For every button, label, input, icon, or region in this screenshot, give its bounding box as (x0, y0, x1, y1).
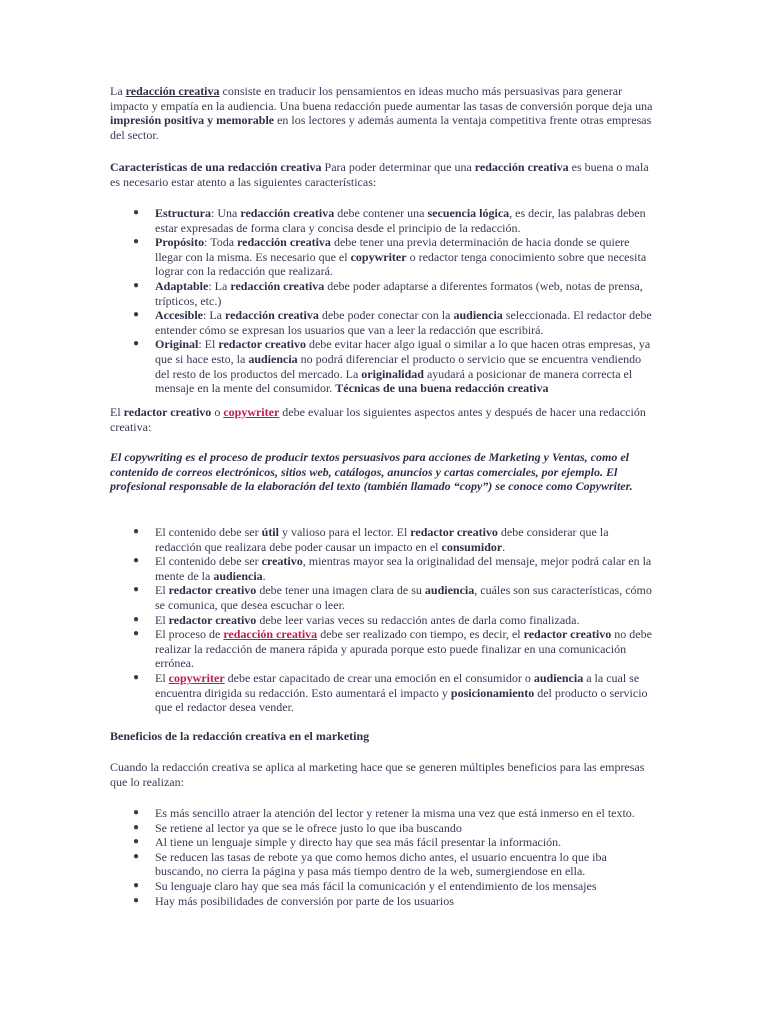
list-item (110, 613, 658, 628)
item-term: útil (261, 525, 279, 539)
item-text: Es más sencillo atraer la atención del lector y retener la misma una vez que está inmerso en el texto. (155, 806, 635, 820)
item-text: debe ser realizado con tiempo, es decir, el (317, 627, 524, 642)
item-text: seleccionada. El redactor debe entender cómo se expresan los usuarios que van a leer la redacción que escribirá. (155, 308, 652, 337)
item-term: redactor creativo (168, 612, 257, 627)
copywriter-link[interactable]: copywriter (223, 405, 280, 419)
list-item (110, 671, 658, 715)
item-term: Original (155, 337, 199, 352)
bullet-icon: ● (132, 628, 140, 640)
item-text: Al tiene un lenguaje simple y directo hay que sea más fácil presentar la información. (155, 835, 562, 850)
redactor-paragraph (110, 405, 658, 434)
item-text: . (262, 568, 266, 583)
item-text: no debe realizar la redacción de manera rápida y apurada porque esto puede finalizar en una comunicación errónea. (155, 627, 652, 671)
redactor-term: redactor creativo (123, 405, 212, 419)
item-text: debe tener una previa determinación de hacia donde se quiere llegar con la misma. Es necesario que el (155, 235, 630, 264)
item-text: : La (202, 308, 225, 323)
item-text: : Toda (204, 235, 238, 250)
bullet-icon: ● (132, 555, 140, 567)
list-item-adaptable (110, 279, 658, 308)
item-text: El (155, 612, 169, 627)
bullet-icon: ● (132, 821, 140, 833)
item-text: debe estar capacitado de crear una emoción en el consumidor o (224, 670, 534, 685)
item-term: redactor creativo (168, 583, 257, 598)
item-text: ayudará a posicionar de manera correcta el mensaje en la mente del consumidor. (155, 366, 633, 396)
item-text: debe leer varias veces su redacción antes de darla como finalizada. (256, 612, 580, 627)
item-text: : La (208, 278, 231, 293)
item-text: Se retiene al lector ya que se le ofrece justo lo que iba buscando (155, 820, 462, 835)
item-term: originalidad (361, 366, 424, 381)
list-item (110, 583, 658, 612)
item-term: redacción creativa (237, 235, 331, 250)
bullet-icon: ● (132, 309, 140, 321)
intro-text: en los lectores y además aumenta la ventaja competitiva frente otras empresas del sector. (110, 113, 652, 142)
item-text: debe contener una (334, 206, 428, 220)
intro-term: redacción creativa (125, 84, 220, 98)
caracteristicas-paragraph (110, 160, 658, 189)
list-item-accesible (110, 308, 658, 337)
bullet-icon: ● (132, 879, 140, 891)
item-term: Propósito (155, 235, 205, 250)
redaccion-creativa-link[interactable]: redacción creativa (223, 627, 318, 642)
item-term: redactor creativo (523, 627, 612, 642)
item-term: audiencia (213, 568, 263, 583)
item-term: redacción creativa (230, 278, 325, 293)
item-text: debe evitar hacer algo igual o similar a lo que hacen otras empresas, ya que si hace esto, la (155, 337, 651, 366)
item-text: , es decir, las palabras deben estar expresadas de forma clara y concisa desde el principio de la redacción. (155, 206, 646, 235)
item-text: El contenido debe ser (155, 525, 262, 539)
caracteristicas-term: redacción creativa (474, 160, 569, 174)
list-item (110, 835, 658, 850)
bullet-icon: ● (132, 584, 140, 596)
bullet-icon: ● (132, 613, 140, 625)
list-item (110, 879, 658, 894)
item-text: , mientras mayor sea la originalidad del mensaje, mejor podrá calar en la mente de la (155, 554, 652, 583)
item-term: copywriter (350, 249, 407, 264)
list-item (110, 627, 658, 671)
list-item (110, 850, 658, 879)
item-text: Su lenguaje claro hay que sea más fácil la comunicación y el entendimiento de los mensajes (155, 878, 597, 893)
beneficios-list (110, 806, 658, 908)
item-term: Accesible (155, 308, 203, 323)
bullet-icon: ● (132, 671, 140, 683)
copywriter-link[interactable]: copywriter (168, 670, 225, 685)
item-term: posicionamiento (450, 685, 535, 700)
redactor-text: El (110, 405, 124, 419)
item-term: secuencia lógica (427, 206, 510, 220)
item-text: y valioso para el lector. El (278, 525, 411, 539)
item-term: redactor creativo (410, 525, 498, 539)
item-text: : Una (211, 206, 241, 220)
bullet-icon: ● (132, 207, 140, 218)
section-heading-tecnicas: Técnicas de una buena redacción creativa (335, 381, 549, 396)
redactor-text: debe evaluar los siguientes aspectos antes y después de hacer una redacción creativa: (110, 405, 646, 434)
beneficios-intro: Cuando la redacción creativa se aplica al marketing hace que se generen múltiples beneficios para las empresas que lo realizan: (110, 760, 645, 789)
item-term: redacción creativa (224, 308, 319, 323)
list-item (110, 894, 658, 909)
item-term: audiencia (424, 583, 475, 598)
copywriting-definition: El copywriting es el proceso de producir textos persuasivos para acciones de Marketing y Ventas, como el contenido de correos electrónicos, sitios web, catálogos, anuncios y cartas comerciales, por ejemplo. El profesional responsable de la elaboración del texto (también llamado “copy”) se conoce como Copywriter. (110, 450, 633, 494)
item-text: El (155, 670, 169, 685)
beneficios-heading: Beneficios de la redacción creativa en el marketing (110, 729, 370, 743)
list-item (110, 821, 658, 836)
item-text: debe tener una imagen clara de su (256, 583, 425, 598)
list-item (110, 525, 658, 554)
bullet-icon: ● (132, 338, 140, 350)
aspectos-list (110, 525, 658, 715)
item-term: redactor creativo (218, 337, 306, 352)
item-text: : El (198, 337, 219, 352)
item-text: debe poder adaptarse a diferentes formatos (web, notas de prensa, trípticos, etc.) (155, 278, 643, 308)
bullet-icon: ● (132, 836, 140, 848)
list-item (110, 806, 658, 821)
item-term: audiencia (453, 308, 503, 323)
item-term: audiencia (248, 351, 298, 366)
item-text: no podrá diferenciar el producto o servicio que se encuentra vendiendo del resto de los productos del mercado. La (155, 351, 642, 381)
item-text: a la cual se encuentra dirigida su redacción. Esto aumentará el impacto y (155, 670, 640, 700)
item-text: , cuáles son sus características, cómo se comunica, que desea escuchar o leer. (155, 583, 652, 612)
caracteristicas-text: es buena o mala es necesario estar atento a las siguientes características: (110, 160, 649, 189)
list-item-estructura (110, 206, 658, 235)
list-item-original (110, 337, 658, 395)
item-text: del producto o servicio que el redactor desea vender. (155, 685, 648, 715)
bullet-icon: ● (132, 807, 140, 818)
item-term: creativo (261, 554, 303, 569)
redactor-text: o (211, 405, 224, 419)
bullet-icon: ● (132, 850, 140, 862)
bullet-icon: ● (132, 279, 140, 291)
list-item-proposito (110, 235, 658, 279)
intro-paragraph (110, 84, 658, 142)
item-text: debe considerar que la redacción que realizara debe poder causar un impacto en el (155, 525, 609, 554)
intro-emphasis: impresión positiva y memorable (110, 113, 275, 128)
intro-text: La (110, 84, 126, 98)
item-text: El (155, 583, 169, 598)
item-text: El contenido debe ser (155, 554, 262, 569)
item-term: audiencia (533, 670, 584, 685)
item-term: Adaptable (155, 278, 209, 293)
item-text: debe poder conectar con la (318, 308, 454, 323)
bullet-icon: ● (132, 236, 140, 248)
item-term: Estructura (155, 206, 211, 220)
list-item (110, 554, 658, 583)
item-text: Se reducen las tasas de rebote ya que como hemos dicho antes, el usuario encuentra lo que iba buscando, no cierra la página y pasa más tiempo dentro de la web, sumergiendose en ella. (155, 849, 607, 879)
caracteristicas-list (110, 206, 658, 396)
bullet-icon: ● (132, 526, 140, 537)
item-text: El proceso de (155, 627, 224, 642)
caracteristicas-text: Para poder determinar que una (321, 160, 475, 174)
item-text: Hay más posibilidades de conversión por parte de los usuarios (155, 893, 454, 908)
caracteristicas-heading: Características de una redacción creativa (110, 160, 322, 174)
bullet-icon: ● (132, 894, 140, 906)
item-text: o redactor tenga conocimiento sobre que necesita lograr con la redacción que realizará. (155, 249, 647, 279)
item-text: . (502, 539, 506, 554)
item-term: redacción creativa (240, 206, 335, 220)
intro-text: consiste en traducir los pensamientos en ideas mucho más persuasivas para generar impacto y empatía en la audiencia. Una buena redacción puede aumentar las tasas de conversión porque deja una (110, 84, 653, 113)
item-term: consumidor (441, 539, 503, 554)
